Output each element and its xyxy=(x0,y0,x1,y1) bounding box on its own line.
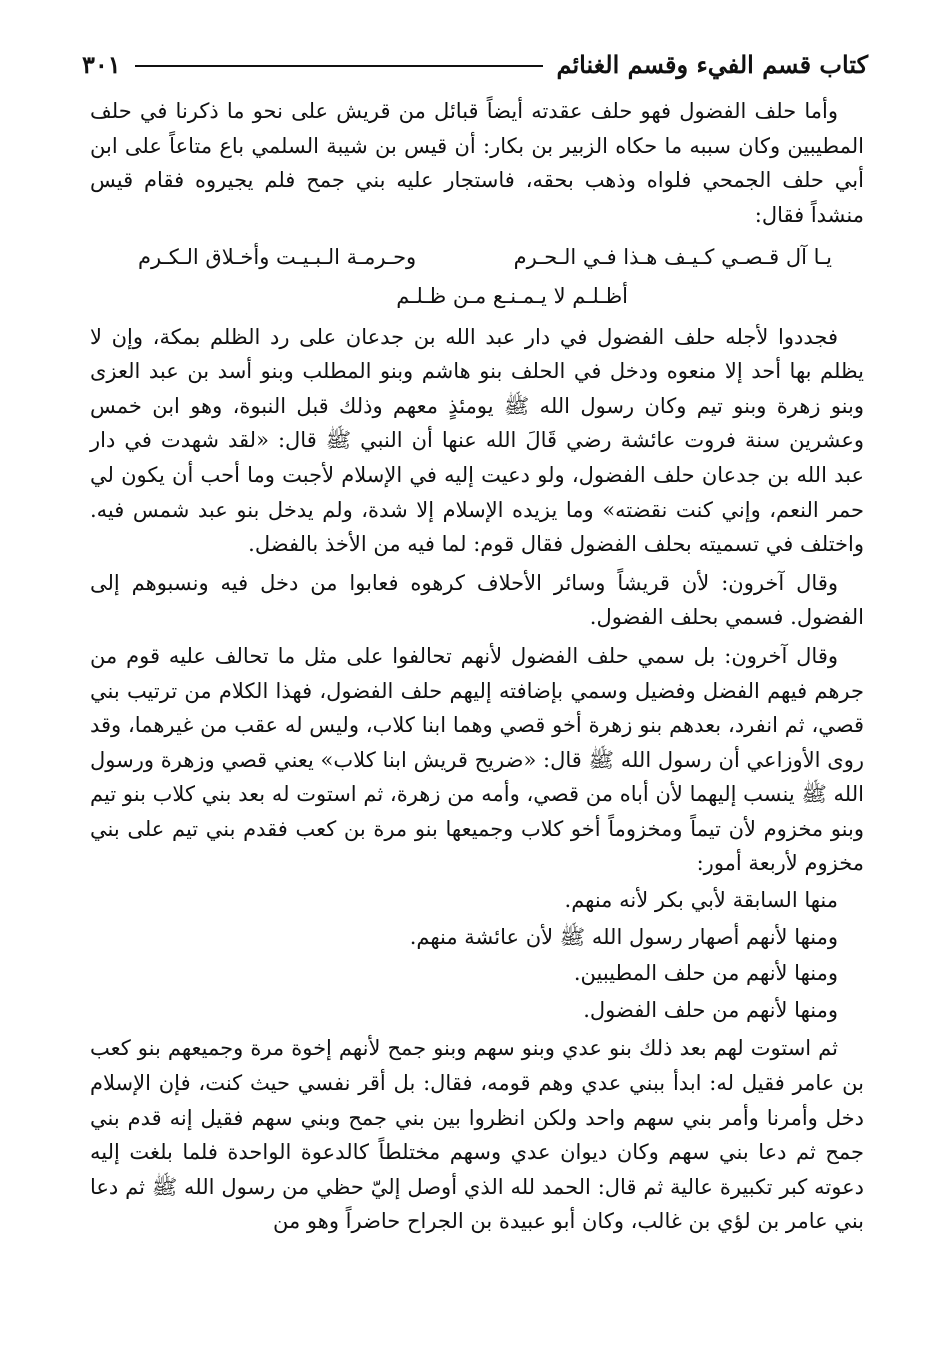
list-item: منها السابقة لأبي بكر لأنه منهم. xyxy=(564,888,838,913)
list-item: ومنها لأنهم أصهار رسول الله ﷺ لأن عائشة منهم. xyxy=(409,924,838,949)
chapter-title: كتاب قسم الفيء وقسم الغنائم xyxy=(556,49,868,79)
poem-verse-2: أظـلـم لا يـمـنـع مـن ظـلـم xyxy=(396,283,628,308)
poem-verse-1 xyxy=(90,232,864,275)
paragraph-others-1: وقال آخرون: لأن قريشاً وسائر الأحلاف كرهوه فعابوا من دخل فيه ونسبوهم إلى الفضول. فسمي بحلف الفضول. xyxy=(90,570,864,630)
list-item: ومنها لأنهم من حلف الفضول. xyxy=(583,997,838,1022)
paragraph-others-2: وقال آخرون: بل سمي حلف الفضول لأنهم تحالفوا على مثل ما تحالف عليه قوم من جرهم فيهم الفضل وفضيل وسمي بإضافته إليهم حلف الفضول، فهذا الكلام من ترتيب بني قصي، ثم انفرد، بعدهم بنو زهرة أخو قصي وهما ابنا كلاب، وليس له عقب من غيرهما، وقد روى الأوزاعي أن رسول الله ﷺ قال: «ضريح قريش ابنا كلاب» يعني قصي وزهرة ورسول الله ﷺ ينسب إليهما لأن أباه من قصي، وأمه من زهرة، ثم استوت له بعد بني كلاب بنو تيم وبنو مخزوم لأن تيماً ومخزوماً أخو كلاب وجميعها بنو مرة بن كعب فقدم بني تيم على بني مخزوم لأربعة أمور: xyxy=(90,643,864,876)
paragraph-bani-adi: ثم استوت لهم بعد ذلك بنو عدي وبنو سهم وبنو جمح لأنهم إخوة مرة وجميعهم بنو كعب بن عامر فقيل له: ابدأ ببني عدي وهم قومه، فقال: بل أقر نفسي حيث كنت، فإن الإسلام دخل وأمرنا وأمر بني سهم واحد ولكن انظروا بين بني جمح وبني سهم فقيل إنه قدم بني جمح ثم دعا بني سهم وكان ديوان عدي وسهم مختلطاً كالدعوة الواحدة فلما بلغت إليه دعوته كبر تكبيرة عالية ثم قال: الحمد لله الذي أوصل إليّ حظي من رسول الله ﷺ ثم دعا بني عامر بن لؤي بن غالب، وكان أبو عبيدة بن الجراح حاضراً وهو من xyxy=(90,1036,864,1234)
paragraph-hilf-al-fudul: وأما حلف الفضول فهو حلف عقدته أيضاً قبائل من قريش على نحو ما ذكرنا في حلف المطيبين وكان سببه ما حكاه الزبير بن بكار: أن قيس بن شيبة السلمي باع متاعاً على ابن أبي حلف الجمحي فلواه وذهب بحقه، فاستجار عليه بني جمح فلم يجيروه فقام قيس منشداً فقال: xyxy=(90,99,864,227)
header-rule xyxy=(135,65,543,67)
verse-1-first-hemistich: يـا آل قـصـي كـيـف هـذا فـي الـحـرم xyxy=(513,245,832,270)
paragraph-renewal: فجددوا لأجله حلف الفضول في دار عبد الله بن جدعان على رد الظلم بمكة، وإن لا يظلم بها أحد إلا منعوه ودخل في الحلف بنو هاشم وبنو المطلب وبنو أسد بن عبد العزى وبنو زهرة وبنو تيم وكان رسول الله ﷺ يومئذٍ معهم وذلك قبل النبوة، وهو ابن خمس وعشرين سنة فروت عائشة رضي قَالَ الله عنها أن النبي ﷺ قال: «لقد شهدت في دار عبد الله بن جدعان حلف الفضول، ولو دعيت إليه في الإسلام لأجبت وما أحب أن يكون لي حمر النعم، وإني كنت نقضته» وما يزيده الإسلام إلا شدة، ولم يدخل بنو عبد شمس فيه. واختلف في تسميته بحلف الفضول فقال قوم: لما فيه من الأخذ بالفضل. xyxy=(90,324,864,557)
page-number: ٣٠١ xyxy=(82,49,121,79)
list-item: ومنها لأنهم من حلف المطيبين. xyxy=(573,961,838,986)
verse-1-second-hemistich: وحـرمـة الـبـيـت وأخـلاق الـكـرم xyxy=(138,245,417,270)
page-header xyxy=(82,44,868,84)
page-body xyxy=(90,94,864,1239)
